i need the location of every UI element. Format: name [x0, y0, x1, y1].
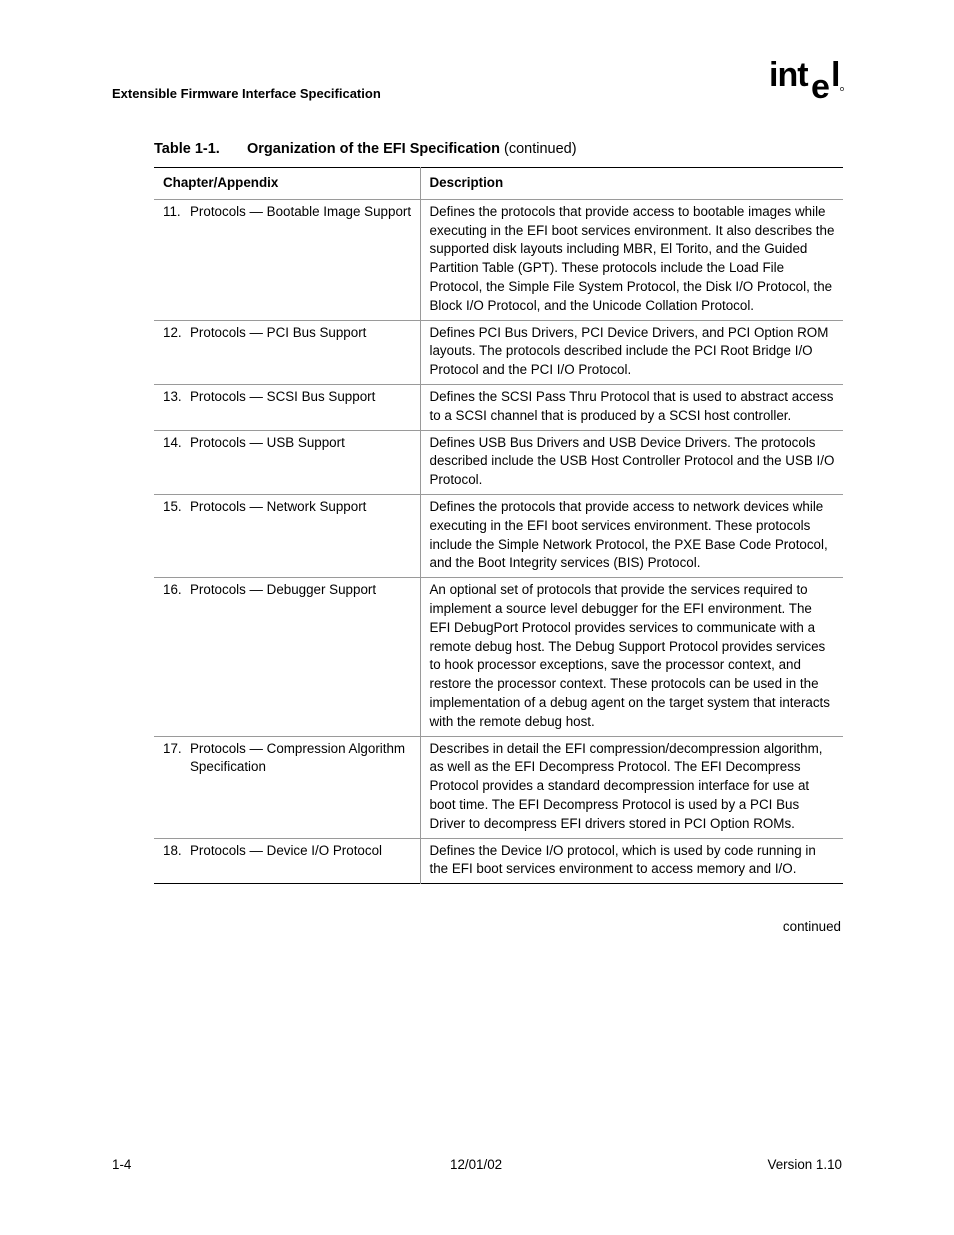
chapter-cell: [154, 494, 420, 577]
efi-organization-table: [154, 167, 843, 884]
svg-text:e: e: [811, 68, 830, 104]
footer-date: 12/01/02: [450, 1157, 503, 1172]
chapter-cell: [154, 430, 420, 494]
table-row: [154, 384, 843, 430]
svg-text:int: int: [769, 56, 808, 94]
chapter-title: Protocols — Debugger Support: [190, 582, 377, 598]
chapter-title: Protocols — USB Support: [190, 434, 345, 450]
table-row: [154, 199, 843, 320]
chapter-cell: [154, 384, 420, 430]
column-header-chapter: Chapter/Appendix: [154, 168, 420, 200]
chapter-cell: [154, 320, 420, 384]
table-title: Organization of the EFI Specification: [247, 141, 500, 157]
table-row: [154, 320, 843, 384]
table-row: [154, 736, 843, 838]
description-cell: An optional set of protocols that provide the services required to implement a source level debugger for the EFI environment. The EFI DebugPort Protocol provides services to communicate with a remote debug host. The Debug Support Protocol provides services to hook processor exceptions, save the processor context, and restore the processor context. These protocols can be used in the implementation of a debug agent on the target system that interacts with the remote debug host.: [429, 582, 830, 729]
description-cell: Defines the protocols that provide access to bootable images while executing in the EFI boot services environment. It also describes the supported disk layouts including MBR, El Torito, and the Guided Partition Table (GPT). These protocols include the Load File Protocol, the Simple File System Protocol, the Disk I/O Protocol, the Block I/O Protocol, and the Unicode Collation Protocol.: [429, 203, 835, 313]
footer-page-number: 1-4: [112, 1157, 132, 1172]
chapter-title: Protocols — Network Support: [190, 498, 367, 514]
table-number: Table 1-1.: [154, 141, 220, 157]
chapter-title: Protocols — Compression Algorithm Specification: [190, 740, 406, 775]
table-caption-suffix: (continued): [504, 141, 577, 157]
table-caption: [154, 141, 577, 157]
chapter-cell: [154, 736, 420, 838]
chapter-number: 15.: [163, 498, 182, 514]
chapter-number: 18.: [163, 842, 182, 858]
svg-text:l: l: [831, 56, 841, 94]
description-cell: Defines PCI Bus Drivers, PCI Device Drivers, and PCI Option ROM layouts. The protocols described include the PCI Root Bridge I/O Protocol and the PCI I/O Protocol.: [429, 324, 829, 378]
chapter-title: Protocols — Device I/O Protocol: [190, 842, 383, 858]
chapter-number: 17.: [163, 740, 182, 756]
table-row: [154, 494, 843, 577]
column-header-description: Description: [429, 175, 504, 190]
description-cell: Describes in detail the EFI compression/decompression algorithm, as well as the EFI Decompress Protocol. The EFI Decompress Protocol provides a standard decompression interface for use at boot time. The EFI Decompress Protocol is used by a PCI Bus Driver to decompress EFI drivers stored in PCI Option ROMs.: [429, 740, 823, 831]
continued-label: continued: [782, 919, 841, 934]
description-cell: Defines the protocols that provide access to network devices while executing in the EFI boot services environment. These protocols include the Simple Network Protocol, the PXE Base Code Protocol, and the Boot Integrity services (BIS) Protocol.: [429, 498, 828, 571]
description-cell: Defines the SCSI Pass Thru Protocol that is used to abstract access to a SCSI channel that is produced by a SCSI host controller.: [429, 388, 834, 423]
chapter-number: 16.: [163, 582, 182, 598]
chapter-number: 11.: [163, 203, 181, 219]
chapter-title: Protocols — SCSI Bus Support: [190, 388, 376, 404]
description-cell: Defines USB Bus Drivers and USB Device Drivers. The protocols described include the USB Host Controller Protocol and the USB I/O Protocol.: [429, 434, 835, 488]
document-header-title: Extensible Firmware Interface Specification: [112, 86, 381, 101]
chapter-cell: [154, 578, 420, 736]
chapter-title: Protocols — PCI Bus Support: [190, 324, 367, 340]
table-row: [154, 430, 843, 494]
chapter-number: 13.: [163, 388, 182, 404]
chapter-cell: [154, 199, 420, 320]
chapter-cell: [154, 838, 420, 884]
intel-logo: [769, 56, 845, 104]
chapter-number: 12.: [163, 324, 182, 340]
chapter-title: Protocols — Bootable Image Support: [190, 203, 412, 219]
chapter-number: 14.: [163, 434, 182, 450]
description-cell: Defines the Device I/O protocol, which is used by code running in the EFI boot services environment to access memory and I/O.: [429, 842, 816, 877]
table-header-row: [154, 168, 843, 200]
table-row: [154, 578, 843, 736]
footer-version: Version 1.10: [767, 1157, 842, 1172]
table-row: [154, 838, 843, 884]
